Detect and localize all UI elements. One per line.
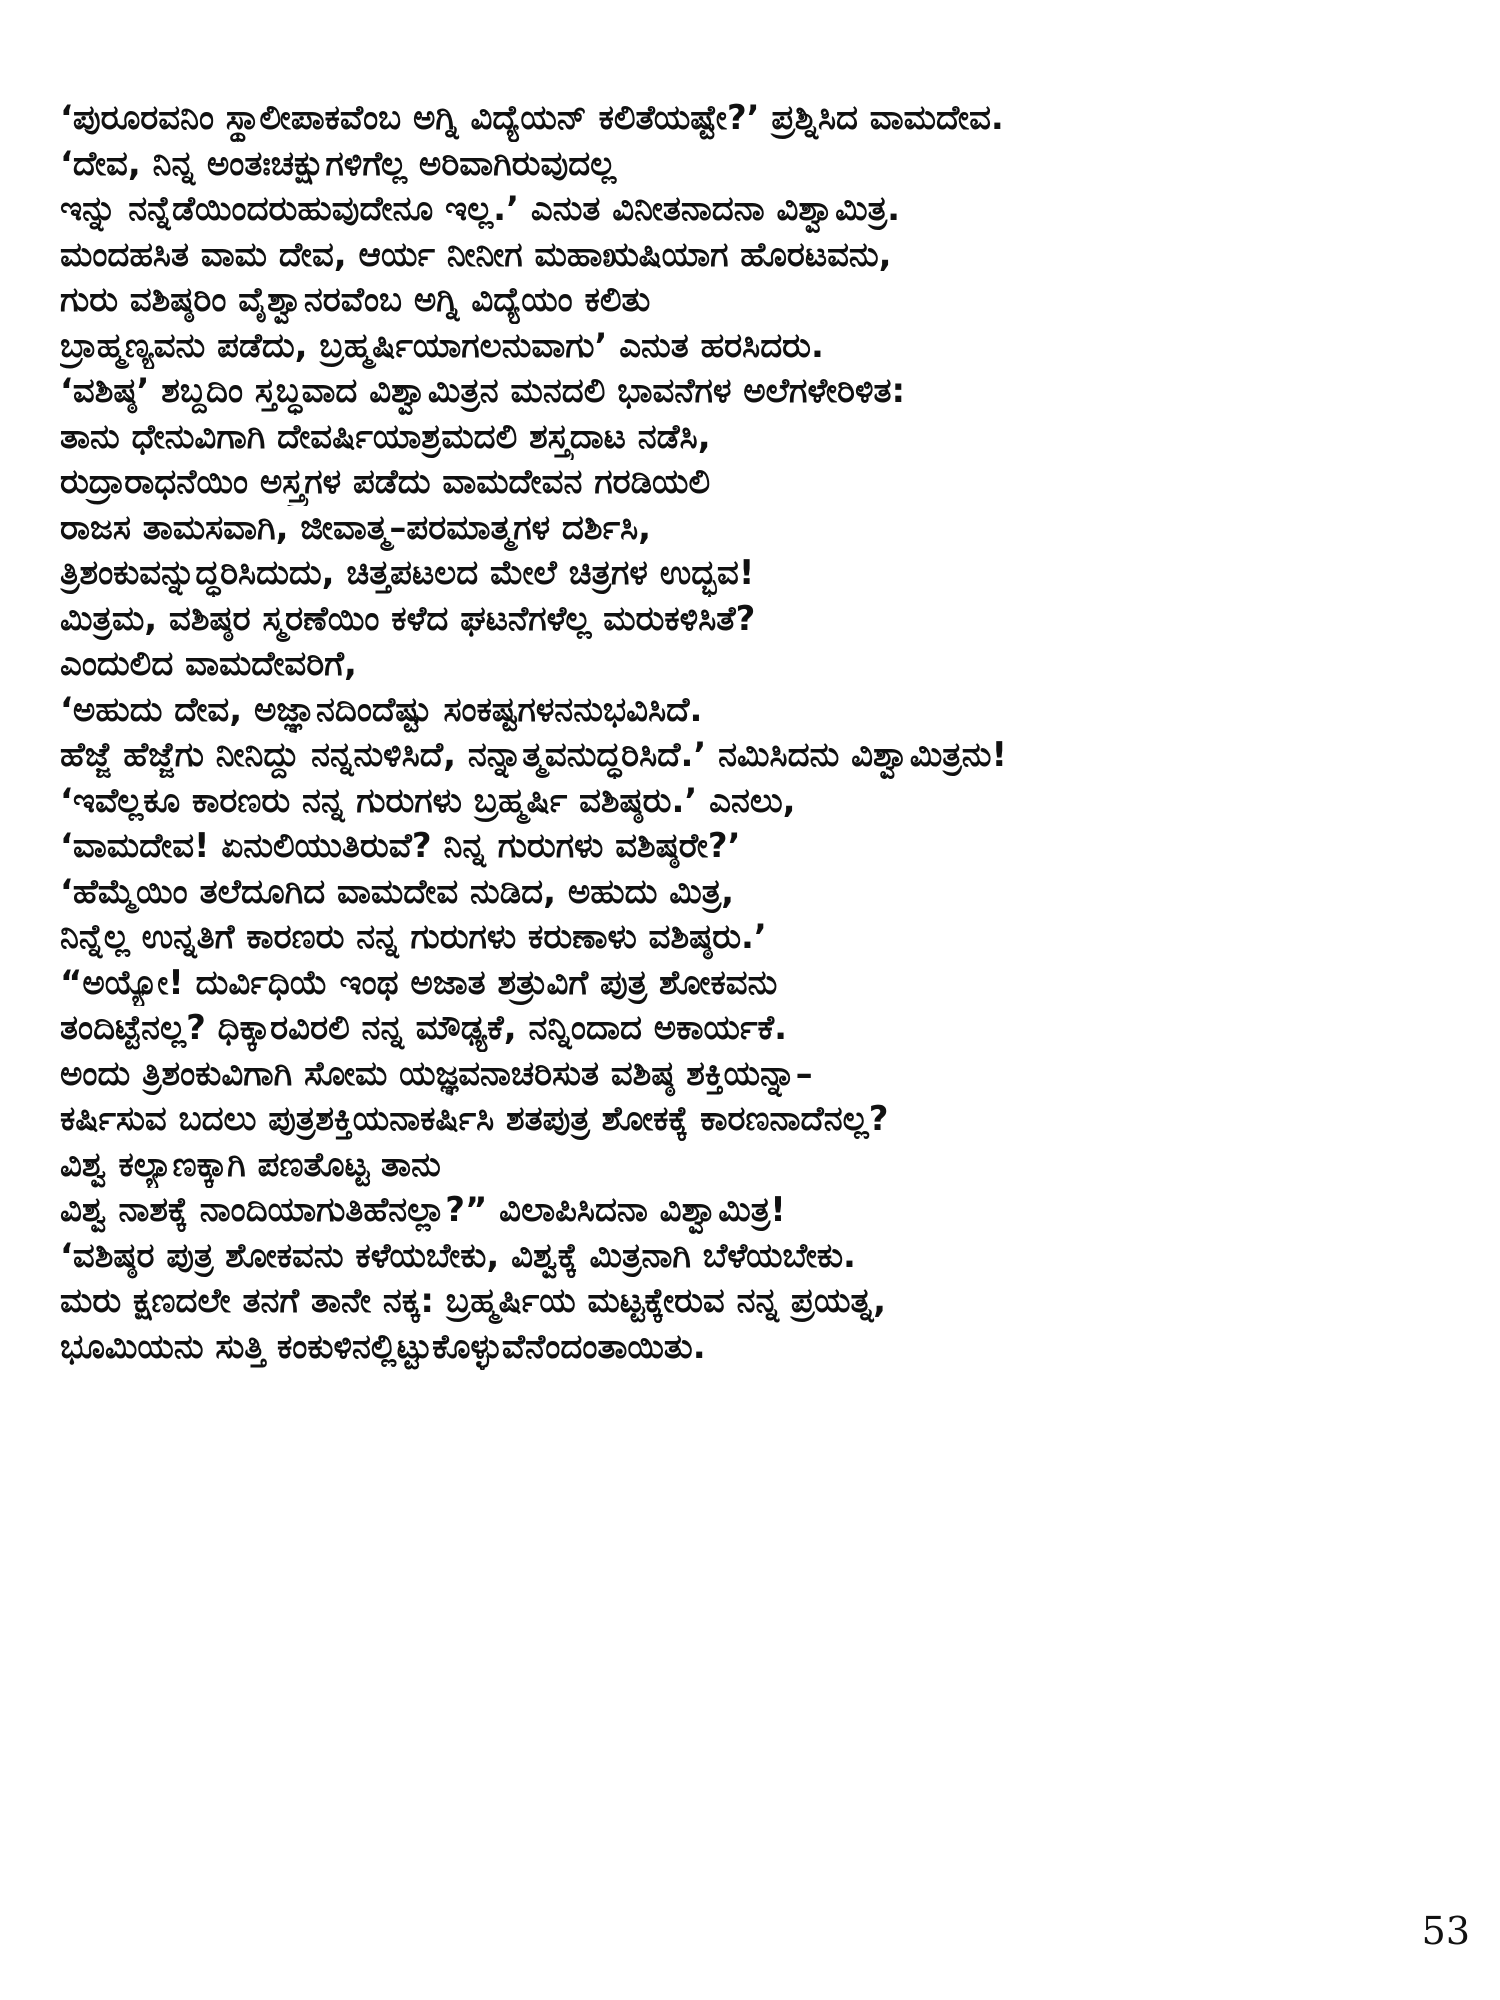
verse-line: ತಾನು ಧೇನುವಿಗಾಗಿ ದೇವರ್ಷಿಯಾಶ್ರಮದಲಿ ಶಸ್ತ್ರದಾಟ ನಡೆಸಿ, bbox=[60, 416, 711, 457]
verse-line: ಮಂದಹಸಿತ ವಾಮ ದೇವ, ಆರ್ಯ ನೀನೀಗ ಮಹಾಋಷಿಯಾಗ ಹೊರಟವನು, bbox=[60, 234, 892, 275]
verse-line: ತಂದಿಟ್ಟೆನಲ್ಲ? ಧಿಕ್ಕಾರವಿರಲಿ ನನ್ನ ಮೌಢ್ಯಕೆ, ನನ್ನಿಂದಾದ ಅಕಾರ್ಯಕೆ. bbox=[60, 1008, 788, 1048]
verse-line: ವಿಶ್ವ ಕಲ್ಯಾಣಕ್ಕಾಗಿ ಪಣತೊಟ್ಟ ತಾನು bbox=[60, 1144, 441, 1185]
verse-line: ರಾಜಸ ತಾಮಸವಾಗಿ, ಜೀವಾತ್ಮ–ಪರಮಾತ್ಮಗಳ ದರ್ಶಿಸಿ, bbox=[60, 507, 652, 548]
verse-line: ಅಂದು ತ್ರಿಶಂಕುವಿಗಾಗಿ ಸೋಮ ಯಜ್ಞವನಾಚರಿಸುತ ವಶಿಷ್ಠ ಶಕ್ತಿಯನ್ನಾ– bbox=[60, 1053, 813, 1094]
verse-line: ನಿನ್ನೆಲ್ಲ ಉನ್ನತಿಗೆ ಕಾರಣರು ನನ್ನ ಗುರುಗಳು ಕರುಣಾಳು ವಶಿಷ್ಠರು.’ bbox=[60, 917, 767, 957]
verse-line: ‘ಹೆಮ್ಮೆಯಿಂ ತಲೆದೂಗಿದ ವಾಮದೇವ ನುಡಿದ, ಅಹುದು ಮಿತ್ರ, bbox=[60, 871, 735, 912]
verse-line: ರುದ್ರಾರಾಧನೆಯಿಂ ಅಸ್ತ್ರಗಳ ಪಡೆದು ವಾಮದೇವನ ಗರಡಿಯಲಿ bbox=[60, 462, 711, 502]
verse-line: ಮಿತ್ರಮ, ವಶಿಷ್ಠರ ಸ್ಮರಣೆಯಿಂ ಕಳೆದ ಘಟನೆಗಳೆಲ್ಲ ಮರುಕಳಿಸಿತೆ? bbox=[60, 598, 756, 639]
verse-line: ಹೆಜ್ಜೆ ಹೆಜ್ಜೆಗು ನೀನಿದ್ದು ನನ್ನನುಳಿಸಿದೆ, ನನ್ನಾತ್ಮವನುದ್ಧರಿಸಿದೆ.’ ನಮಿಸಿದನು ವಿಶ್ವಾಮಿತ್ರನು! bbox=[60, 735, 1007, 775]
verse-line: ಕರ್ಷಿಸುವ ಬದಲು ಪುತ್ರಶಕ್ತಿಯನಾಕರ್ಷಿಸಿ ಶತಪುತ್ರ ಶೋಕಕ್ಕೆ ಕಾರಣನಾದೆನಲ್ಲ? bbox=[60, 1099, 889, 1139]
verse-line: “ಅಯ್ಯೋ! ದುರ್ವಿಧಿಯೆ ಇಂಥ ಅಜಾತ ಶತ್ರುವಿಗೆ ಪುತ್ರ ಶೋಕವನು bbox=[60, 962, 778, 1003]
verse-line: ಗುರು ವಶಿಷ್ಠರಿಂ ವೈಶ್ವಾನರವೆಂಬ ಅಗ್ನಿ ವಿದ್ಯೆಯಂ ಕಲಿತು bbox=[60, 280, 651, 320]
verse-line: ಎಂದುಲಿದ ವಾಮದೇವರಿಗೆ, bbox=[60, 644, 357, 684]
verse-line: ‘ದೇವ, ನಿನ್ನ ಅಂತಃಚಕ್ಷುಗಳಿಗೆಲ್ಲ ಅರಿವಾಗಿರುವುದಲ್ಲ bbox=[60, 143, 617, 184]
verse-line: ಮರು ಕ್ಷಣದಲೇ ತನಗೆ ತಾನೇ ನಕ್ಕ: ಬ್ರಹ್ಮರ್ಷಿಯ ಮಟ್ಟಕ್ಕೇರುವ ನನ್ನ ಪ್ರಯತ್ನ, bbox=[60, 1281, 887, 1321]
verse-line: ‘ಅಹುದು ದೇವ, ಅಜ್ಞಾನದಿಂದೆಷ್ಟು ಸಂಕಷ್ಟಗಳನನುಭವಿಸಿದೆ. bbox=[60, 689, 703, 730]
verse-line: ‘ವಶಿಷ್ಠ’ ಶಬ್ದದಿಂ ಸ್ತಬ್ಧವಾದ ವಿಶ್ವಾಮಿತ್ರನ ಮನದಲಿ ಭಾವನೆಗಳ ಅಲೆಗಳೇರಿಳಿತ: bbox=[60, 371, 906, 411]
verse-body bbox=[60, 96, 1440, 1370]
verse-line: ವಿಶ್ವ ನಾಶಕ್ಕೆ ನಾಂದಿಯಾಗುತಿಹೆನಲ್ಲಾ?” ವಿಲಾಪಿಸಿದನಾ ವಿಶ್ವಾಮಿತ್ರ! bbox=[60, 1190, 786, 1230]
verse-line: ‘ಇವೆಲ್ಲಕೂ ಕಾರಣರು ನನ್ನ ಗುರುಗಳು ಬ್ರಹ್ಮರ್ಷಿ ವಶಿಷ್ಠರು.’ ಎನಲು, bbox=[60, 780, 796, 821]
verse-line: ‘ಪುರೂರವನಿಂ ಸ್ಥಾಲೀಪಾಕವೆಂಬ ಅಗ್ನಿ ವಿದ್ಯೆಯನ್ ಕಲಿತೆಯಷ್ಟೇ?’ ಪ್ರಶ್ನಿಸಿದ ವಾಮದೇವ. bbox=[60, 98, 1004, 138]
verse-line: ಇನ್ನು ನನ್ನೆಡೆಯಿಂದರುಹುವುದೇನೂ ಇಲ್ಲ.’ ಎನುತ ವಿನೀತನಾದನಾ ವಿಶ್ವಾಮಿತ್ರ. bbox=[60, 189, 901, 229]
verse-line: ‘ವಶಿಷ್ಠರ ಪುತ್ರ ಶೋಕವನು ಕಳೆಯಬೇಕು, ವಿಶ್ವಕ್ಕೆ ಮಿತ್ರನಾಗಿ ಬೆಳೆಯಬೇಕು. bbox=[60, 1235, 856, 1276]
verse-line: ಭೂಮಿಯನು ಸುತ್ತಿ ಕಂಕುಳಿನಲ್ಲಿಟ್ಟುಕೊಳ್ಳುವೆನೆಂದಂತಾಯಿತು. bbox=[60, 1326, 706, 1367]
verse-line: ತ್ರಿಶಂಕುವನ್ನುದ್ಧರಿಸಿದುದು, ಚಿತ್ತಪಟಲದ ಮೇಲೆ ಚಿತ್ರಗಳ ಉದ್ಭವ! bbox=[60, 553, 755, 593]
page-number: 53 bbox=[1421, 1909, 1470, 1953]
verse-line: ಬ್ರಾಹ್ಮಣ್ಯವನು ಪಡೆದು, ಬ್ರಹ್ಮರ್ಷಿಯಾಗಲನುವಾಗು’ ಎನುತ ಹರಸಿದರು. bbox=[60, 325, 824, 366]
verse-line: ‘ವಾಮದೇವ! ಏನುಲಿಯುತಿರುವೆ? ನಿನ್ನ ಗುರುಗಳು ವಶಿಷ್ಠರೇ?’ bbox=[60, 826, 741, 866]
